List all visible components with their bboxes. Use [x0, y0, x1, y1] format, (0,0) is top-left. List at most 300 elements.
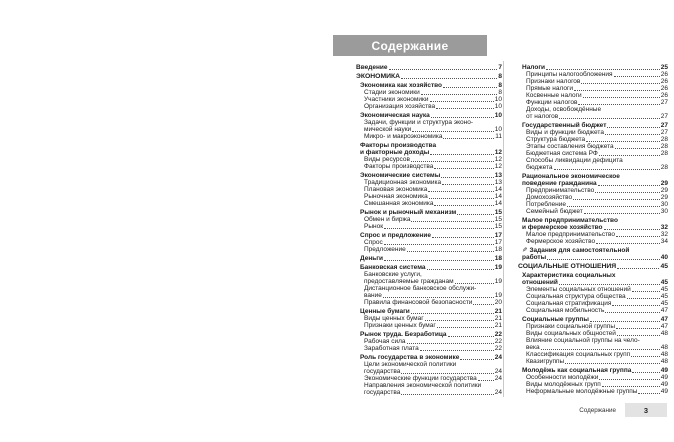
toc-entry-line — [360, 331, 502, 338]
toc-entry-label: мической науки — [364, 126, 412, 133]
toc-entry — [356, 103, 502, 110]
dot-leader — [554, 169, 660, 170]
toc-entry-line — [364, 292, 502, 299]
toc-entry-page: 25 — [660, 64, 668, 71]
toc-entry-line — [364, 382, 502, 389]
toc-entry — [356, 331, 502, 338]
toc-entry-label: Налоги — [522, 64, 546, 71]
dot-leader — [427, 269, 494, 270]
toc-entry — [356, 382, 502, 396]
toc-entry-label: Классификация социальных групп — [526, 351, 631, 358]
toc-entry-label: Предпринимательство — [526, 187, 595, 194]
toc-entry-page: 45 — [660, 300, 668, 307]
toc-entry — [518, 238, 668, 245]
toc-entry — [356, 163, 502, 170]
toc-entry-label: Виды ресурсов — [364, 156, 410, 163]
dot-leader — [599, 155, 660, 156]
toc-entry-page: 26 — [660, 85, 668, 92]
toc-entry-page: 14 — [494, 200, 502, 207]
toc-entry — [356, 308, 502, 315]
toc-entry-label: Виды молодёжных групп — [526, 381, 601, 388]
toc-entry — [356, 142, 502, 156]
toc-entry-page: 27 — [660, 99, 668, 106]
dot-leader — [617, 335, 660, 336]
toc-entry-label: Экономические системы — [360, 172, 441, 179]
toc-entry-line — [364, 315, 502, 322]
dot-leader — [384, 260, 494, 261]
toc-entry-label: Признаки ценных бумаг — [364, 322, 436, 329]
toc-entry-label: работы — [522, 254, 547, 261]
toc-entry-page: 24 — [494, 389, 502, 396]
toc-entry-line — [364, 119, 502, 126]
toc-entry-page: 8 — [498, 73, 502, 80]
toc-entry-line — [360, 142, 502, 149]
toc-entry-line — [522, 122, 668, 129]
dot-leader — [401, 78, 497, 79]
toc-entry-line — [526, 71, 668, 78]
toc-entry-line — [526, 323, 668, 330]
toc-entry-label: Обмен и биржа — [364, 216, 411, 223]
toc-entry-label: Признаки социальной группы — [526, 323, 615, 330]
toc-entry — [518, 300, 668, 307]
dot-leader — [586, 141, 660, 142]
toc-entry-label: Виды и функции бюджета — [526, 129, 604, 136]
contents-title-banner — [333, 35, 487, 56]
toc-entry — [356, 375, 502, 382]
toc-entry-label: Рабочая сила — [364, 338, 406, 345]
toc-entry — [518, 247, 668, 261]
toc-entry — [356, 345, 502, 352]
toc-entry — [518, 381, 668, 388]
toc-entry-line — [526, 286, 668, 293]
toc-entry-line — [364, 103, 502, 110]
toc-entry-label: Неформальные молодёжные группы — [526, 388, 638, 395]
page-footer — [579, 403, 667, 417]
toc-entry — [356, 156, 502, 163]
toc-entry-label: Задачи, функции и структура эконо- — [364, 119, 474, 126]
toc-entry-page: 15 — [494, 209, 502, 216]
toc-entry-page: 29 — [660, 180, 668, 187]
dot-leader — [401, 373, 493, 374]
table-of-contents — [356, 64, 668, 396]
toc-entry — [518, 173, 668, 187]
toc-entry-label: Этапы составления бюджета — [526, 143, 614, 150]
toc-entry-line — [522, 64, 668, 71]
toc-entry — [356, 338, 502, 345]
toc-entry-page: 48 — [660, 344, 668, 351]
toc-entry-page: 45 — [660, 279, 668, 286]
toc-entry-label: Организация хозяйства — [364, 103, 436, 110]
toc-entry-line — [526, 194, 668, 201]
toc-entry-label: Деньги — [360, 255, 383, 262]
toc-entry-label: Рынок — [364, 223, 384, 230]
toc-entry-page: 26 — [660, 71, 668, 78]
toc-entry — [518, 358, 668, 365]
toc-entry-line — [526, 300, 668, 307]
toc-entry-label: Социальная структура общества — [526, 293, 626, 300]
toc-entry — [356, 223, 502, 230]
toc-entry-page: 7 — [498, 64, 502, 71]
toc-entry — [356, 216, 502, 223]
toc-entry-label: Экономика как хозяйство — [360, 82, 443, 89]
toc-entry-line — [364, 179, 502, 186]
toc-entry-label: Домохозяйство — [526, 194, 573, 201]
toc-entry — [518, 136, 668, 143]
toc-entry-label: века — [526, 344, 540, 351]
toc-entry-page: 32 — [660, 231, 668, 238]
toc-entry-page: 10 — [494, 103, 502, 110]
toc-entry-label: поведение гражданина — [522, 180, 597, 187]
toc-entry-line — [364, 299, 502, 306]
toc-entry-page: 28 — [660, 136, 668, 143]
toc-entry-line — [364, 285, 502, 292]
toc-entry — [518, 330, 668, 337]
dot-leader — [411, 313, 494, 314]
dot-leader — [559, 118, 660, 119]
toc-entry — [518, 150, 668, 157]
toc-entry-line — [364, 239, 502, 246]
toc-entry — [356, 172, 502, 179]
toc-entry-line — [522, 254, 668, 261]
toc-entry-label: государства — [364, 368, 401, 375]
toc-entry — [518, 367, 668, 374]
toc-entry-line — [360, 232, 502, 239]
toc-entry-page: 49 — [660, 374, 668, 381]
toc-entry — [356, 299, 502, 306]
page-number: 3 — [643, 405, 649, 415]
toc-column-2 — [518, 64, 668, 396]
dot-leader — [448, 336, 494, 337]
toc-entry-line — [364, 156, 502, 163]
toc-entry-line — [364, 186, 502, 193]
dot-leader — [590, 321, 660, 322]
toc-entry — [518, 263, 668, 270]
dot-leader — [460, 359, 493, 360]
toc-entry-line — [526, 143, 668, 150]
toc-entry-line — [526, 85, 668, 92]
toc-entry-page: 47 — [660, 316, 668, 323]
toc-entry-label: Спрос — [364, 239, 383, 246]
toc-entry-line — [526, 388, 668, 395]
toc-entry — [356, 133, 502, 140]
toc-entry-page: 8 — [498, 82, 502, 89]
toc-entry-page: 22 — [494, 331, 502, 338]
toc-entry-line — [526, 337, 668, 344]
toc-entry-label: Роль государства в экономике — [360, 354, 460, 361]
toc-entry-line — [364, 361, 502, 368]
toc-entry-page: 24 — [494, 368, 502, 375]
toc-entry-line — [526, 113, 668, 120]
toc-entry-line — [522, 180, 668, 187]
toc-entry-label: Доходы, освобождённые — [526, 106, 602, 113]
dot-leader — [595, 192, 660, 193]
page-title: Содержание — [371, 38, 449, 53]
toc-entry-line — [364, 246, 502, 253]
dot-leader — [632, 291, 660, 292]
dot-leader — [627, 298, 660, 299]
dot-leader — [567, 206, 660, 207]
toc-entry-label: Участники экономики — [364, 96, 429, 103]
dot-leader — [443, 138, 494, 139]
toc-entry-line — [526, 99, 668, 106]
toc-entry — [518, 64, 668, 71]
dot-leader — [574, 90, 660, 91]
toc-entry-label: Микро- и макроэкономика — [364, 133, 443, 140]
toc-entry-page: 47 — [660, 323, 668, 330]
toc-entry-label: Особенности молодёжи — [526, 374, 599, 381]
toc-entry-line — [364, 96, 502, 103]
toc-entry-page: 28 — [660, 164, 668, 171]
dot-leader — [436, 108, 494, 109]
toc-entry-page: 29 — [660, 187, 668, 194]
dot-leader — [420, 350, 494, 351]
dot-leader — [428, 191, 493, 192]
toc-entry-label: Влияние социальной группы на чело- — [526, 337, 640, 344]
toc-entry-line — [360, 112, 502, 119]
toc-entry-line — [526, 129, 668, 136]
dot-leader — [547, 259, 660, 260]
toc-entry — [356, 200, 502, 207]
toc-entry-line — [364, 278, 502, 285]
toc-entry — [356, 271, 502, 285]
toc-entry-page: 45 — [660, 263, 668, 270]
toc-entry-page: 24 — [494, 375, 502, 382]
toc-entry-line — [526, 330, 668, 337]
toc-entry-page: 11 — [495, 133, 502, 140]
toc-entry-label: Малое предпринимательство — [526, 231, 616, 238]
toc-entry-line — [364, 216, 502, 223]
dot-leader — [631, 356, 660, 357]
toc-entry-line — [526, 201, 668, 208]
toc-entry-page: 21 — [494, 315, 502, 322]
toc-entry — [518, 286, 668, 293]
dot-leader — [407, 343, 494, 344]
dot-leader — [541, 349, 660, 350]
toc-entry — [518, 272, 668, 286]
dot-leader — [617, 268, 659, 269]
dot-leader — [616, 236, 660, 237]
toc-entry — [518, 85, 668, 92]
toc-entry-line — [360, 149, 502, 156]
toc-entry-page: 13 — [494, 179, 502, 186]
toc-entry-line — [526, 106, 668, 113]
toc-entry-line — [522, 279, 668, 286]
toc-entry — [356, 64, 502, 71]
toc-entry-label: Способы ликвидации дефицита — [526, 157, 623, 164]
toc-entry-line — [522, 247, 668, 254]
dot-leader — [383, 297, 494, 298]
toc-entry-label: Семейный бюджет — [526, 208, 583, 215]
toc-entry-page: 48 — [660, 358, 668, 365]
toc-entry-label: Виды ценных бумаг — [364, 315, 424, 322]
toc-entry-page: 27 — [660, 113, 668, 120]
toc-entry-page: 49 — [660, 388, 668, 395]
toc-entry-label: Экономические функции государства — [364, 375, 477, 382]
toc-entry-label: предоставляемые гражданам — [364, 278, 454, 285]
toc-entry-line — [522, 316, 668, 323]
dot-leader — [430, 101, 494, 102]
toc-entry-label: Рыночная экономика — [364, 193, 428, 200]
toc-entry-line — [526, 307, 668, 314]
toc-entry-label: Спрос и предложение — [360, 232, 431, 239]
toc-entry — [518, 129, 668, 136]
dot-leader — [602, 386, 660, 387]
dot-leader — [478, 380, 494, 381]
toc-entry-page: 10 — [494, 96, 502, 103]
toc-entry-label: Заработная плата — [364, 345, 419, 352]
toc-entry-label: Банковские услуги, — [364, 271, 422, 278]
toc-entry-page: 19 — [494, 264, 502, 271]
dot-leader — [430, 154, 494, 155]
toc-entry — [356, 361, 502, 375]
toc-entry-line — [522, 367, 668, 374]
pencil-icon: ✎ — [522, 247, 528, 254]
dot-leader — [584, 213, 660, 214]
toc-entry — [518, 337, 668, 351]
toc-entry-label: Рынок труда. Безработица — [360, 331, 447, 338]
toc-entry — [518, 78, 668, 85]
toc-entry-page: 27 — [660, 129, 668, 136]
toc-entry — [518, 316, 668, 323]
toc-entry-page: 27 — [660, 122, 668, 129]
toc-entry-line — [526, 374, 668, 381]
toc-entry-page: 13 — [494, 172, 502, 179]
toc-entry-line — [364, 345, 502, 352]
dot-leader — [581, 83, 659, 84]
toc-entry-label: Прямые налоги — [526, 85, 573, 92]
toc-entry-label: Принципы налогообложения — [526, 71, 613, 78]
toc-entry-page: 45 — [660, 293, 668, 300]
toc-entry-label: Плановая экономика — [364, 186, 428, 193]
toc-entry-line — [356, 64, 502, 71]
toc-entry — [518, 351, 668, 358]
toc-entry-label: Направления экономической политики — [364, 382, 482, 389]
toc-entry — [356, 315, 502, 322]
dot-leader — [425, 320, 494, 321]
toc-entry-line — [364, 368, 502, 375]
toc-entry-label: Молодёжь как социальная группа — [522, 367, 632, 374]
toc-entry — [356, 354, 502, 361]
toc-entry — [356, 179, 502, 186]
toc-entry-label: и фермерское хозяйство — [522, 224, 603, 231]
toc-entry-line — [526, 208, 668, 215]
toc-entry — [518, 323, 668, 330]
dot-leader — [614, 76, 660, 77]
dot-leader — [421, 94, 498, 95]
toc-entry — [356, 96, 502, 103]
toc-entry-page: 26 — [660, 78, 668, 85]
toc-entry-label: отношений — [522, 279, 558, 286]
dot-leader — [596, 243, 660, 244]
dot-leader — [437, 327, 494, 328]
toc-entry-label: и факторные доходы — [360, 149, 430, 156]
toc-entry — [518, 231, 668, 238]
toc-entry — [518, 217, 668, 231]
toc-entry-label: Дистанционное банковское обслужи- — [364, 285, 477, 292]
toc-entry-label: Стадии экономики — [364, 89, 420, 96]
dot-leader — [604, 229, 660, 230]
toc-entry-label: Рациональное экономическое — [522, 173, 620, 180]
toc-entry — [518, 374, 668, 381]
toc-entry-line — [364, 133, 502, 140]
toc-entry-label: Правила финансовой безопасности — [364, 299, 473, 306]
toc-entry — [356, 285, 502, 299]
dot-leader — [578, 104, 659, 105]
toc-entry-line — [364, 322, 502, 329]
toc-entry-label: Бюджетная система РФ — [526, 150, 598, 157]
toc-entry-label: Косвенные налоги — [526, 92, 582, 99]
dot-leader — [607, 127, 659, 128]
dot-leader — [638, 393, 659, 394]
dot-leader — [599, 379, 659, 380]
toc-entry-label: Задания для самостоятельной — [529, 247, 630, 254]
toc-entry-label: Социальные группы — [522, 316, 589, 323]
toc-entry-label: государства — [364, 389, 401, 396]
dot-leader — [616, 328, 660, 329]
toc-entry-page: 22 — [494, 338, 502, 345]
dot-leader — [434, 168, 493, 169]
toc-entry — [518, 201, 668, 208]
dot-leader — [615, 148, 660, 149]
dot-leader — [455, 283, 494, 284]
dot-leader — [442, 184, 494, 185]
toc-entry-line — [526, 238, 668, 245]
toc-entry-page: 29 — [660, 194, 668, 201]
toc-entry-line — [526, 293, 668, 300]
toc-entry — [518, 106, 668, 120]
toc-entry — [518, 143, 668, 150]
toc-entry-line — [364, 89, 502, 96]
toc-entry-label: ЭКОНОМИКА — [356, 73, 401, 80]
dot-leader — [431, 117, 494, 118]
toc-entry-page: 21 — [494, 322, 502, 329]
dot-leader — [565, 363, 660, 364]
toc-entry-page: 49 — [660, 381, 668, 388]
toc-entry-page: 22 — [494, 345, 502, 352]
dot-leader — [443, 87, 497, 88]
toc-entry-label: Цели экономической политики — [364, 361, 457, 368]
toc-entry — [518, 293, 668, 300]
toc-entry-line — [360, 354, 502, 361]
toc-entry-page: 21 — [494, 308, 502, 315]
toc-entry-page: 14 — [494, 186, 502, 193]
toc-entry-line — [526, 92, 668, 99]
toc-entry-page: 20 — [494, 299, 502, 306]
toc-entry-label: Ценные бумаги — [360, 308, 410, 315]
toc-entry — [356, 73, 502, 80]
toc-entry — [356, 322, 502, 329]
toc-entry-label: Фермерское хозяйство — [526, 238, 596, 245]
toc-entry-page: 19 — [494, 278, 502, 285]
toc-entry — [518, 157, 668, 171]
page-number-box — [625, 403, 667, 417]
dot-leader — [473, 304, 493, 305]
toc-entry-page: 49 — [660, 367, 668, 374]
toc-entry-line — [526, 351, 668, 358]
toc-entry-line — [360, 209, 502, 216]
toc-entry-page: 15 — [494, 223, 502, 230]
dot-leader — [411, 161, 494, 162]
toc-entry-label: Признаки налогов — [526, 78, 581, 85]
toc-entry — [356, 119, 502, 133]
dot-leader — [434, 205, 493, 206]
toc-entry-line — [526, 150, 668, 157]
toc-entry-page: 48 — [660, 351, 668, 358]
toc-entry-label: Элементы социальных отношений — [526, 286, 631, 293]
toc-entry-page: 32 — [660, 224, 668, 231]
dot-leader — [598, 185, 660, 186]
toc-entry-label: Предложение — [364, 246, 406, 253]
